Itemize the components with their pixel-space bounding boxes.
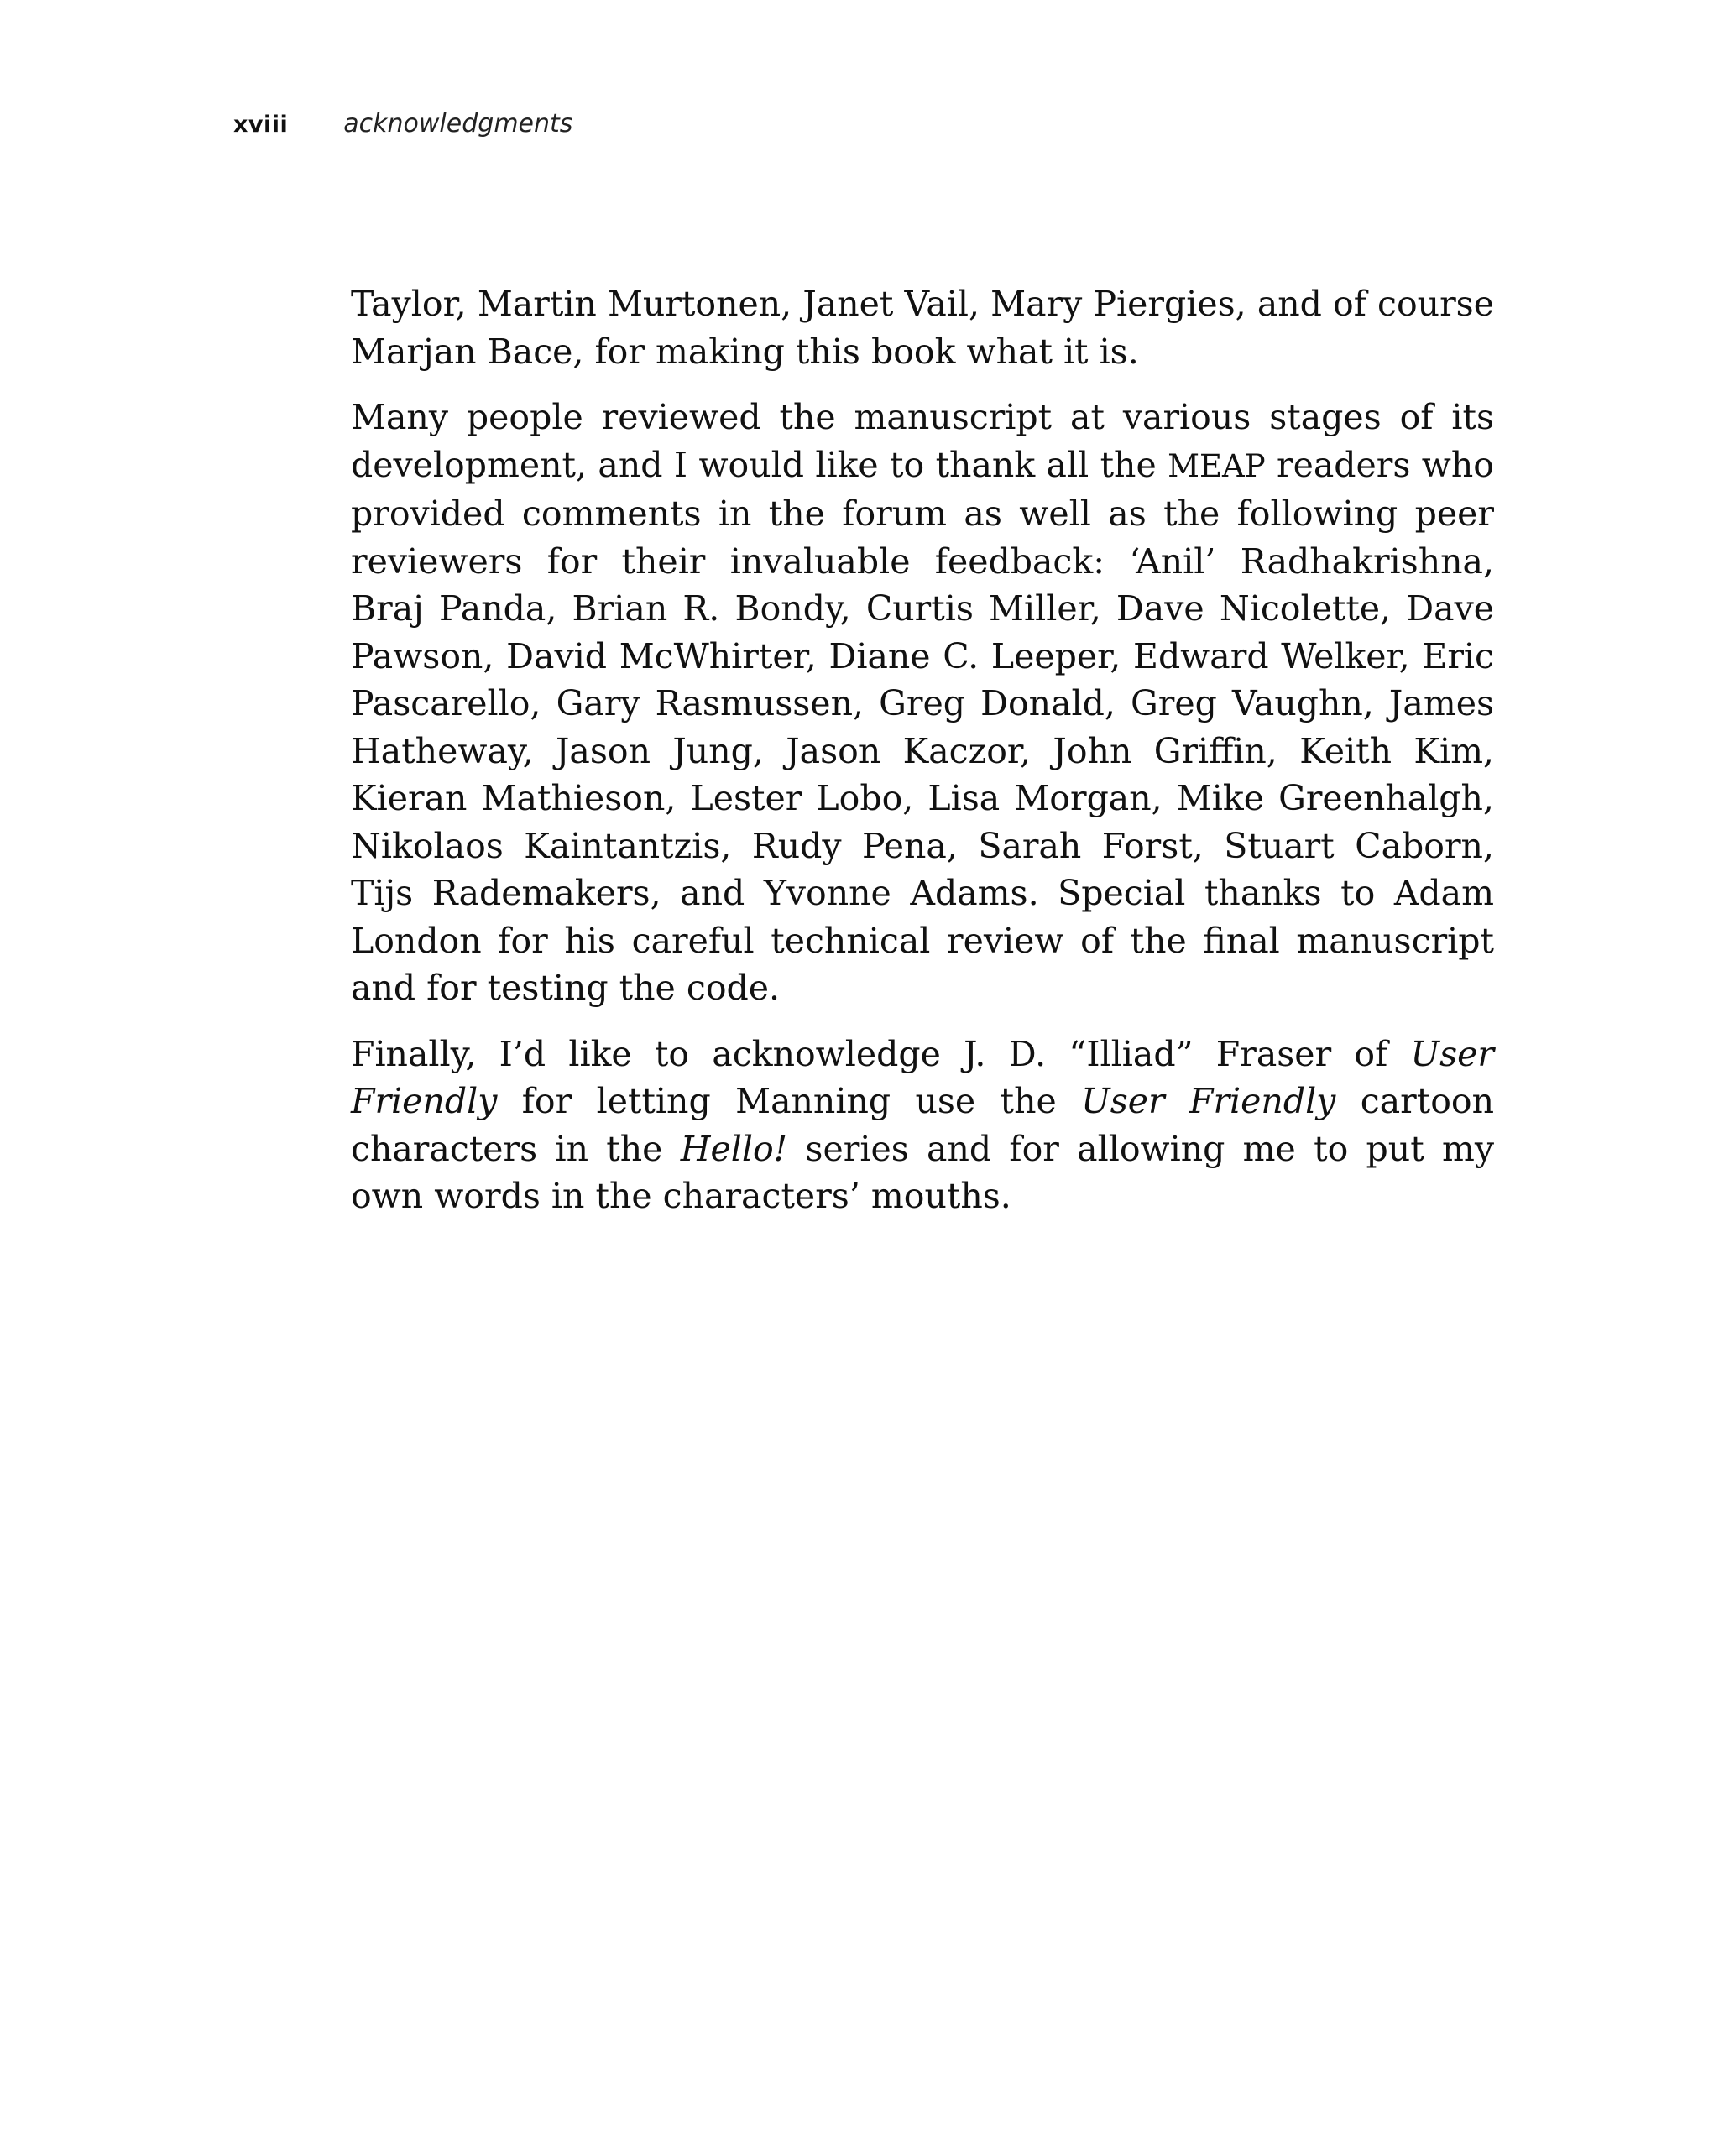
paragraph-3-text-b: for letting Manning use the [497,1081,1082,1121]
paragraph-3-text-a: Finally, I’d like to acknowledge J. D. “Illiad” Fraser of [351,1033,1411,1074]
section-title: acknowledgments [343,109,573,138]
comic-title-1: User Friendly [351,1033,1494,1121]
running-head [233,109,572,151]
paragraph-1-text: Taylor, Martin Murtonen, Janet Vail, Mary Piergies, and of course Marjan Bace, for making this book what it is. [351,284,1494,372]
paragraph-2-text-a: Many people reviewed the manuscript at various stages of its development, and I would like to thank all the [351,397,1494,485]
paragraph-2-text-b: readers who provided comments in the forum as well as the following peer reviewers for their invaluable feedback: ‘Anil’ Radhakrishna, Braj Panda, Brian R. Bondy, Curtis Miller, Dave Nicolette, Dave Pawson, David McWhirter, Diane C. Leeper, Edward Welker, Eric Pascarello, Gary Rasmussen, Greg Donald, Greg Vaughn, James Hatheway, Jason Jung, Jason Kaczor, John Griffin, Keith Kim, Kieran Mathieson, Lester Lobo, Lisa Morgan, Mike Greenhalgh, Nikolaos Kaintantzis, Rudy Pena, Sarah Forst, Stuart Caborn, Tijs Rademakers, and Yvonne Adams. Special thanks to Adam London for his careful technical review of the final manuscript and for testing the code. [351,444,1494,1008]
paragraph-3 [351,1031,1494,1220]
series-title: Hello! [680,1128,788,1169]
paragraph-1 [351,280,1494,375]
paragraph-2 [351,394,1494,1012]
comic-title-2: User Friendly [1081,1081,1336,1121]
body-text [351,280,1494,1239]
paragraph-3-text-c: cartoon characters in the [351,1081,1494,1169]
page-number: xviii [233,112,289,138]
paragraph-3-text-d: series and for allowing me to put my own words in the characters’ mouths. [351,1128,1494,1216]
meap-acronym: MEAP [1168,447,1266,484]
